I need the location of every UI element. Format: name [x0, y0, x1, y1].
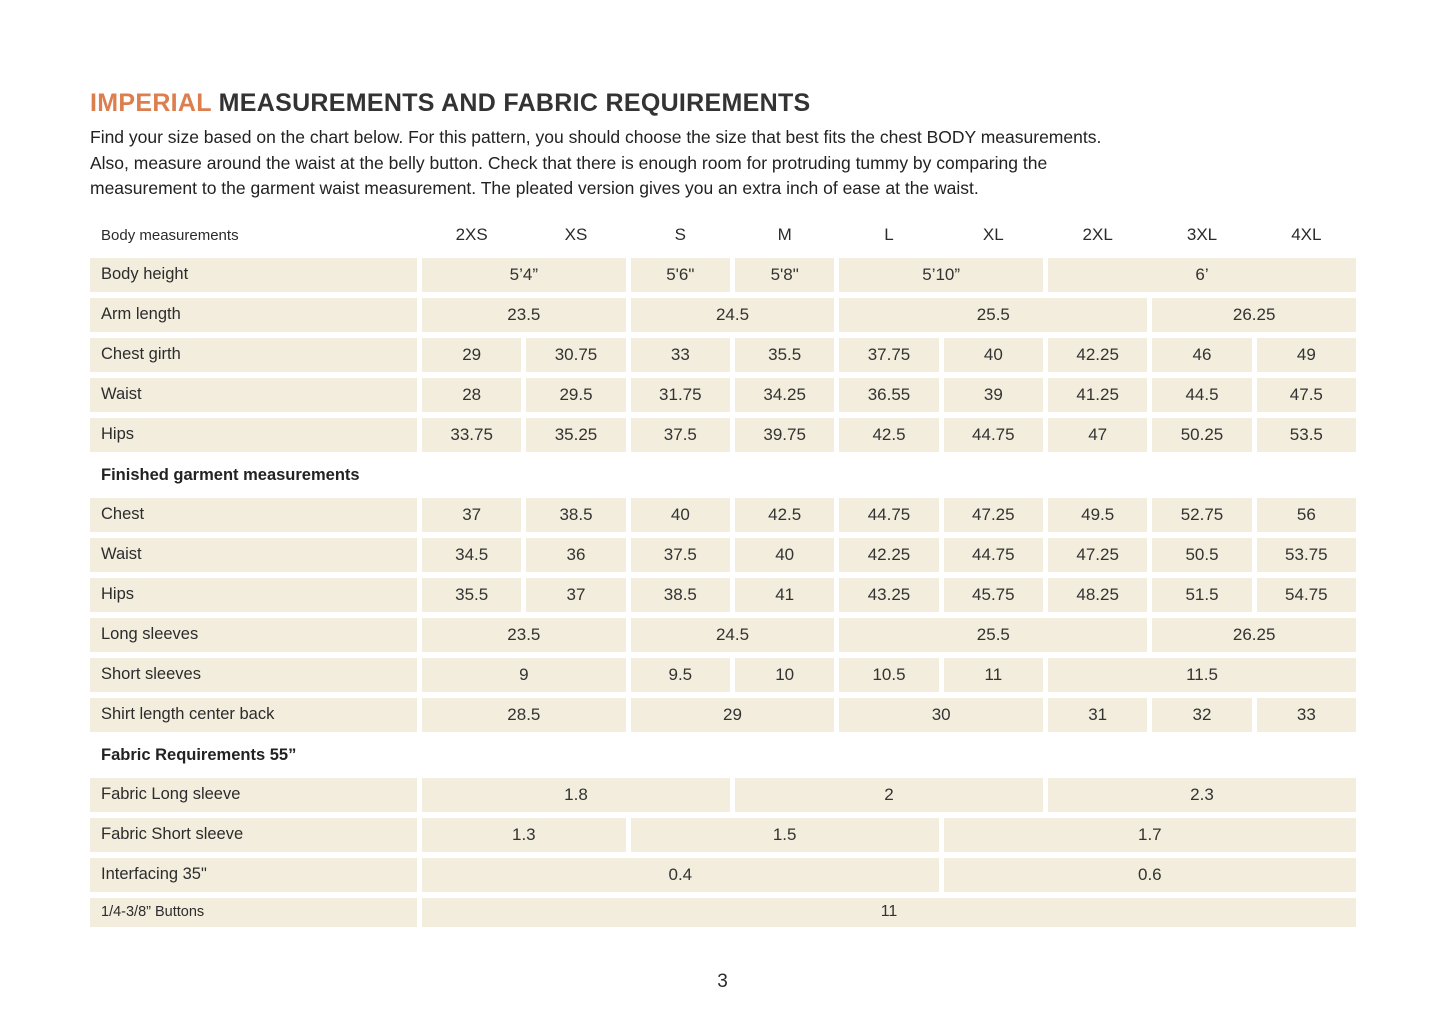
value-cell: 44.75: [944, 418, 1043, 452]
table-row: [90, 818, 1356, 852]
row-label: Arm length: [90, 298, 417, 332]
value-cell: 10: [735, 658, 834, 692]
title-highlight: IMPERIAL: [90, 89, 212, 117]
table-row: [90, 538, 1356, 572]
value-cell: 38.5: [631, 578, 730, 612]
value-cell: 29: [422, 338, 521, 372]
column-header-xl: XL: [982, 225, 1004, 244]
value-cell: 43.25: [839, 578, 938, 612]
row-label: Chest: [90, 498, 417, 532]
value-cell: 39: [944, 378, 1043, 412]
value-cell: 28: [422, 378, 521, 412]
value-cell: 11: [944, 658, 1043, 692]
value-cell: 41.25: [1048, 378, 1147, 412]
table-row: [90, 778, 1356, 812]
value-cell: 49: [1257, 338, 1356, 372]
row-label: Hips: [90, 418, 417, 452]
table-row: [90, 658, 1356, 692]
page-title: [90, 0, 1356, 118]
value-cell: 1.3: [422, 818, 626, 852]
value-cell: 1.7: [944, 818, 1356, 852]
value-cell: 37: [526, 578, 625, 612]
value-cell: 42.5: [735, 498, 834, 532]
table-row: [90, 298, 1356, 332]
value-cell: 42.25: [1048, 338, 1147, 372]
row-label: Fabric Short sleeve: [90, 818, 417, 852]
value-cell: 34.25: [735, 378, 834, 412]
row-label: Fabric Long sleeve: [90, 778, 417, 812]
table-header-label: Body measurements: [101, 226, 239, 244]
value-cell: 30: [839, 698, 1043, 732]
row-label: Chest girth: [90, 338, 417, 372]
value-cell: 6’: [1048, 258, 1356, 292]
value-cell: 33: [1257, 698, 1356, 732]
value-cell: 36.55: [839, 378, 938, 412]
value-cell: 2.3: [1048, 778, 1356, 812]
title-rest: MEASUREMENTS AND FABRIC REQUIREMENTS: [211, 89, 811, 117]
value-cell: 5’10”: [839, 258, 1043, 292]
value-cell: 39.75: [735, 418, 834, 452]
value-cell: 5'6": [631, 258, 730, 292]
table-row: [90, 898, 1356, 927]
column-header-4xl: 4XL: [1291, 225, 1322, 244]
table-row: [90, 618, 1356, 652]
value-cell: 33.75: [422, 418, 521, 452]
value-cell: 47.5: [1257, 378, 1356, 412]
value-cell: 56: [1257, 498, 1356, 532]
table-row: [90, 378, 1356, 412]
value-cell: 23.5: [422, 618, 626, 652]
column-header-2xl: 2XL: [1082, 225, 1113, 244]
value-cell: 40: [735, 538, 834, 572]
value-cell: 52.75: [1152, 498, 1251, 532]
value-cell: 47: [1048, 418, 1147, 452]
table-row: [90, 498, 1356, 532]
page-number: 3: [717, 971, 728, 992]
value-cell: 42.5: [839, 418, 938, 452]
value-cell: 1.8: [422, 778, 730, 812]
value-cell: 37.75: [839, 338, 938, 372]
value-cell: 32: [1152, 698, 1251, 732]
value-cell: 37.5: [631, 418, 730, 452]
row-label: Waist: [90, 538, 417, 572]
table-row: [90, 418, 1356, 452]
value-cell: 26.25: [1152, 618, 1356, 652]
value-cell: 53.5: [1257, 418, 1356, 452]
table-row: [90, 578, 1356, 612]
row-label: 1/4-3/8” Buttons: [90, 898, 417, 927]
row-label: Long sleeves: [90, 618, 417, 652]
value-cell: 54.75: [1257, 578, 1356, 612]
value-cell: 28.5: [422, 698, 626, 732]
value-cell: 35.5: [422, 578, 521, 612]
table-row: [90, 338, 1356, 372]
value-cell: 41: [735, 578, 834, 612]
row-label: Body height: [90, 258, 417, 292]
value-cell: 37: [422, 498, 521, 532]
content-area: [90, 0, 1356, 927]
table-header-row: [90, 223, 1356, 248]
value-cell: 34.5: [422, 538, 521, 572]
value-cell: 25.5: [839, 298, 1147, 332]
value-cell: 44.75: [839, 498, 938, 532]
value-cell: 35.5: [735, 338, 834, 372]
value-cell: 10.5: [839, 658, 938, 692]
value-cell: 44.75: [944, 538, 1043, 572]
table-row: [90, 858, 1356, 892]
value-cell: 53.75: [1257, 538, 1356, 572]
value-cell: 11.5: [1048, 658, 1356, 692]
value-cell: 11: [422, 898, 1356, 927]
intro-line: measurement to the garment waist measurement. The pleated version gives you an extra inch of ease at the waist.: [90, 178, 979, 198]
section-title: Finished garment measurements: [101, 465, 360, 484]
value-cell: 24.5: [631, 298, 835, 332]
size-table: [90, 223, 1356, 927]
row-label: Shirt length center back: [90, 698, 417, 732]
value-cell: 36: [526, 538, 625, 572]
row-label: Waist: [90, 378, 417, 412]
value-cell: 29.5: [526, 378, 625, 412]
value-cell: 25.5: [839, 618, 1147, 652]
value-cell: 5’4”: [422, 258, 626, 292]
value-cell: 40: [944, 338, 1043, 372]
value-cell: 23.5: [422, 298, 626, 332]
table-row: [90, 258, 1356, 292]
value-cell: 31.75: [631, 378, 730, 412]
table-row: [90, 698, 1356, 732]
column-header-l: L: [884, 225, 894, 244]
value-cell: 24.5: [631, 618, 835, 652]
value-cell: 42.25: [839, 538, 938, 572]
value-cell: 45.75: [944, 578, 1043, 612]
value-cell: 50.5: [1152, 538, 1251, 572]
value-cell: 9.5: [631, 658, 730, 692]
row-label: Interfacing 35": [90, 858, 417, 892]
value-cell: 26.25: [1152, 298, 1356, 332]
value-cell: 50.25: [1152, 418, 1251, 452]
value-cell: 35.25: [526, 418, 625, 452]
row-label: Hips: [90, 578, 417, 612]
value-cell: 47.25: [1048, 538, 1147, 572]
value-cell: 38.5: [526, 498, 625, 532]
column-header-xs: XS: [564, 225, 588, 244]
value-cell: 40: [631, 498, 730, 532]
column-header-3xl: 3XL: [1186, 225, 1218, 244]
value-cell: 2: [735, 778, 1043, 812]
value-cell: 5'8": [735, 258, 834, 292]
value-cell: 33: [631, 338, 730, 372]
value-cell: 44.5: [1152, 378, 1251, 412]
column-header-s: S: [674, 225, 686, 244]
intro-paragraph: [90, 125, 1356, 202]
value-cell: 31: [1048, 698, 1147, 732]
value-cell: 0.6: [944, 858, 1356, 892]
column-header-2xs: 2XS: [455, 225, 488, 244]
intro-line: Also, measure around the waist at the belly button. Check that there is enough room for protruding tummy by comparing the: [90, 152, 1048, 173]
intro-line: Find your size based on the chart below. For this pattern, you should choose the size that best fits the chest BODY measurements.: [90, 127, 1102, 147]
value-cell: 46: [1152, 338, 1251, 372]
value-cell: 9: [422, 658, 626, 692]
value-cell: 29: [631, 698, 835, 732]
value-cell: 51.5: [1152, 578, 1251, 612]
value-cell: 47.25: [944, 498, 1043, 532]
value-cell: 0.4: [422, 858, 939, 892]
value-cell: 37.5: [631, 538, 730, 572]
value-cell: 30.75: [526, 338, 625, 372]
column-header-m: M: [777, 225, 792, 244]
row-label: Short sleeves: [90, 658, 417, 692]
value-cell: 49.5: [1048, 498, 1147, 532]
section-title: Fabric Requirements 55”: [101, 745, 297, 764]
value-cell: 1.5: [631, 818, 939, 852]
value-cell: 48.25: [1048, 578, 1147, 612]
